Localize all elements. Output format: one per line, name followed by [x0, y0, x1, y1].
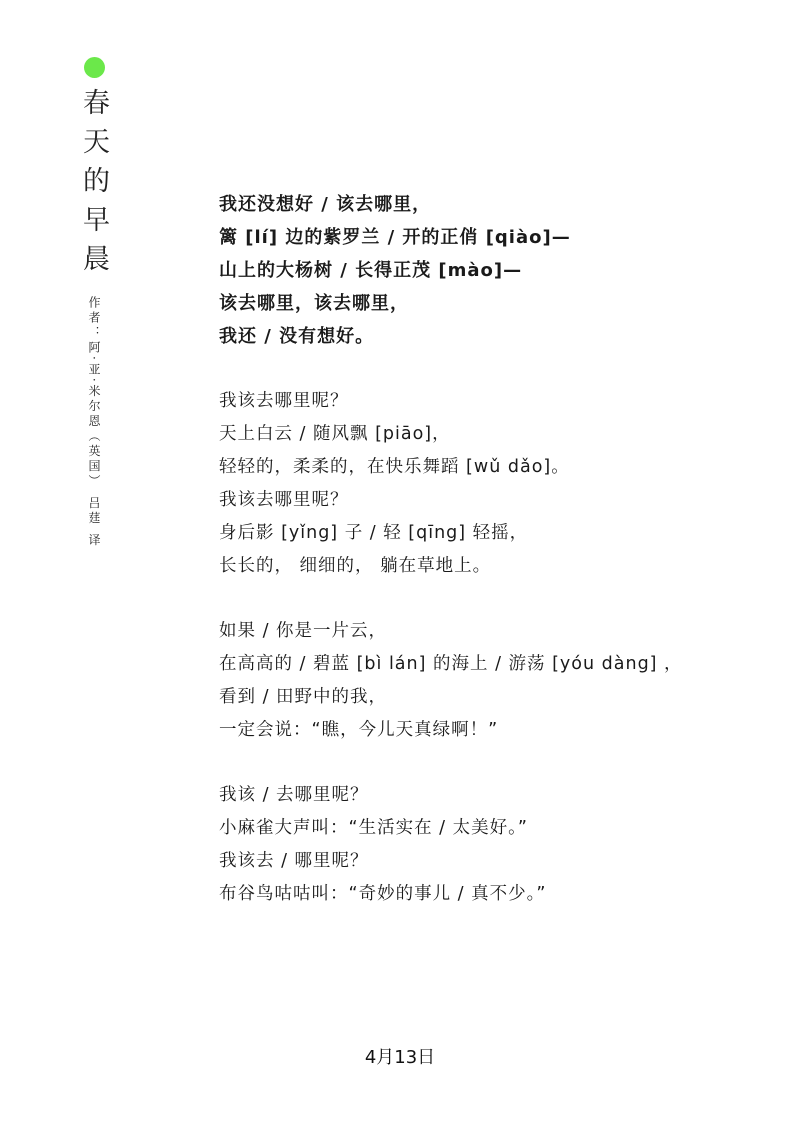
- poem-stanza: [219, 779, 683, 911]
- poem-line: 天上白云 / 随风飘 [piāo]，: [219, 424, 451, 444]
- poem-line: 长长的， 细细的， 躺在草地上。: [219, 556, 492, 576]
- poem-line: 山上的大杨树 / 长得正茂 [mào]—: [219, 260, 523, 281]
- author-credit: 作者：阿·亚·米尔恩（英国） 吕莛 译: [87, 296, 101, 549]
- poem-body: [219, 188, 683, 943]
- poem-line: 篱 [lí] 边的紫罗兰 / 开的正俏 [qiào]—: [219, 227, 571, 248]
- poem-line: 在高高的 / 碧蓝 [bì lán] 的海上 / 游荡 [yóu dàng] ，: [219, 654, 683, 674]
- poem-line: 我该去 / 哪里呢？: [219, 851, 369, 871]
- poem-line: 我还 / 没有想好。: [219, 326, 375, 347]
- poem-stanza: [219, 188, 683, 353]
- poem-line: 小麻雀大声叫：“生活实在 / 太美好。”: [219, 818, 528, 838]
- poem-line: 我该去哪里呢？: [219, 490, 349, 510]
- poem-line: 布谷鸟咕咕叫：“奇妙的事儿 / 真不少。”: [219, 884, 547, 904]
- poem-line: 该去哪里，该去哪里，: [219, 293, 409, 314]
- poem-line: 轻轻的，柔柔的，在快乐舞蹈 [wǔ dǎo]。: [219, 457, 570, 477]
- poem-line: 看到 / 田野中的我，: [219, 687, 388, 707]
- poem-line: 一定会说：“瞧，今儿天真绿啊！”: [219, 720, 499, 740]
- poem-stanza: [219, 615, 683, 747]
- page-title: 春天的早晨: [78, 88, 109, 283]
- poem-line: 如果 / 你是一片云，: [219, 621, 388, 641]
- poem-line: 身后影 [yǐng] 子 / 轻 [qīng] 轻摇，: [219, 523, 529, 543]
- poem-line: 我该 / 去哪里呢？: [219, 785, 369, 805]
- poem-line: 我该去哪里呢？: [219, 391, 349, 411]
- poem-stanza: [219, 385, 683, 583]
- poem-line: 我还没想好 / 该去哪里，: [219, 194, 432, 215]
- green-dot-icon: [84, 57, 105, 78]
- date-label: 4月13日: [364, 1047, 436, 1068]
